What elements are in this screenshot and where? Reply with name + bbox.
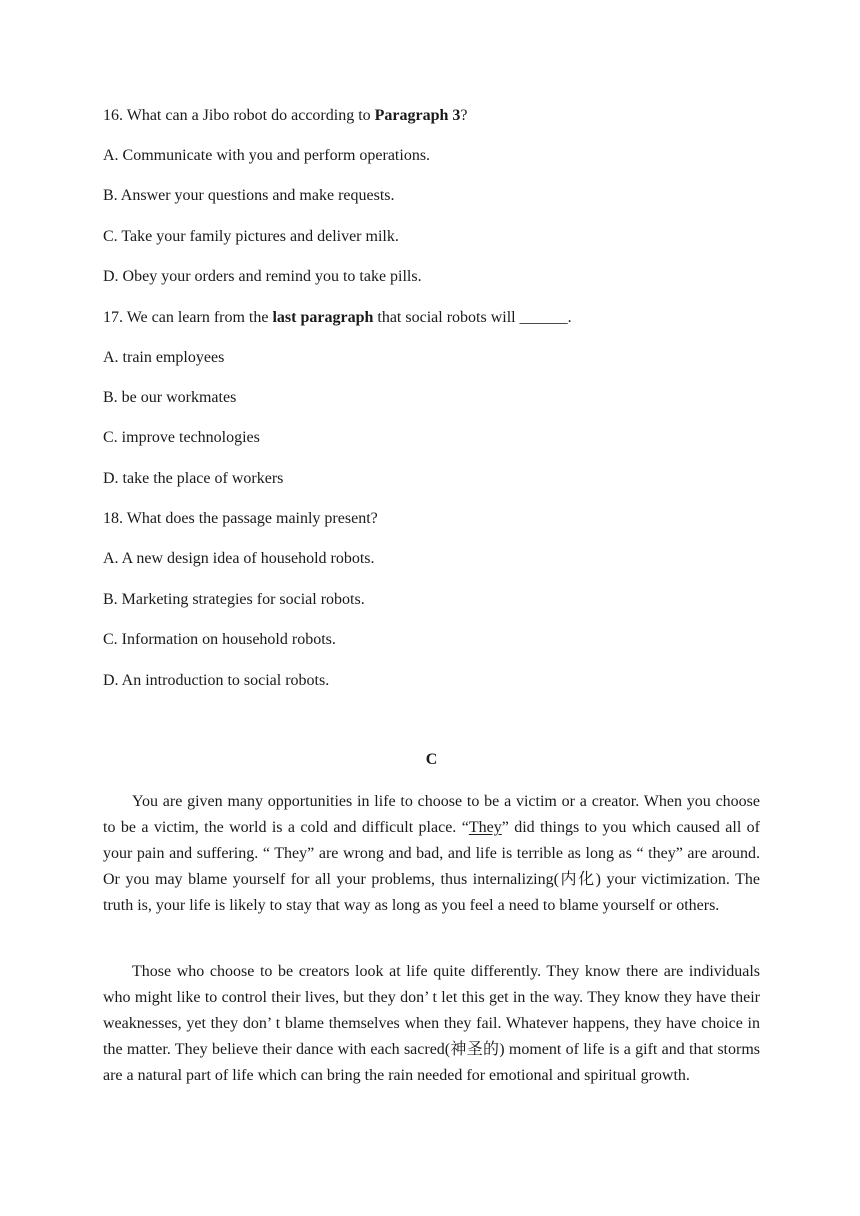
question-17-option-b: B. be our workmates — [103, 389, 237, 406]
question-16-text-end: ? — [460, 107, 468, 124]
question-18-option-b: B. Marketing strategies for social robots. — [103, 591, 365, 608]
underlined-word: They — [468, 819, 502, 836]
question-17-stem — [103, 308, 572, 328]
question-18-option-c: C. Information on household robots. — [103, 631, 336, 648]
question-18-option-d: D. An introduction to social robots. — [103, 672, 330, 689]
question-16-option-a: A. Communicate with you and perform operations. — [103, 147, 431, 164]
question-17-option-a: A. train employees — [103, 349, 225, 366]
paragraph-1-text: You are given many opportunities in life to choose to be a victim or a creator. When you choose to be a victim, the world is a cold and difficult place. “ — [103, 793, 760, 836]
question-16-option-d: D. Obey your orders and remind you to take pills. — [103, 268, 422, 285]
question-17-option-d: D. take the place of workers — [103, 470, 284, 487]
question-16-emphasis: Paragraph 3 — [374, 107, 461, 124]
question-16-stem — [103, 106, 468, 126]
paragraph-1-text-cont: ” did things to you which caused all of your pain and suffering. “ They” are wrong and bad, and life is terrible as long as “ they” are around. Or you may blame yourself for all your problems, thus internalizing(内化) your victimization. The truth is, your life is likely to stay that way as long as you feel a need to blame yourself or others. — [103, 819, 760, 914]
question-17-emphasis: last paragraph — [272, 309, 374, 326]
section-heading: C — [425, 751, 438, 768]
question-16-text: 16. What can a Jibo robot do according to — [103, 107, 375, 124]
question-16-option-b: B. Answer your questions and make requests. — [103, 187, 395, 204]
passage-paragraph-2: Those who choose to be creators look at life quite differently. They know there are individuals who might like to control their lives, but they don’ t let this get in the way. They know they have their weaknesses, yet they don’ t blame themselves when they fail. Whatever happens, they have choice in the matter. They believe their dance with each sacred(神圣的) moment of life is a gift and that storms are a natural part of life which can bring the rain needed for emotional and spiritual growth. — [103, 963, 760, 1084]
question-18-text: 18. What does the passage mainly present? — [103, 510, 378, 527]
question-17-option-c: C. improve technologies — [103, 429, 260, 446]
passage-paragraph-1 — [103, 789, 760, 919]
question-17-text: 17. We can learn from the — [103, 309, 273, 326]
question-17-text-end: that social robots will ______. — [373, 309, 572, 326]
question-18-option-a: A. A new design idea of household robots. — [103, 550, 375, 567]
question-16-option-c: C. Take your family pictures and deliver milk. — [103, 228, 399, 245]
question-18-stem — [103, 509, 378, 529]
